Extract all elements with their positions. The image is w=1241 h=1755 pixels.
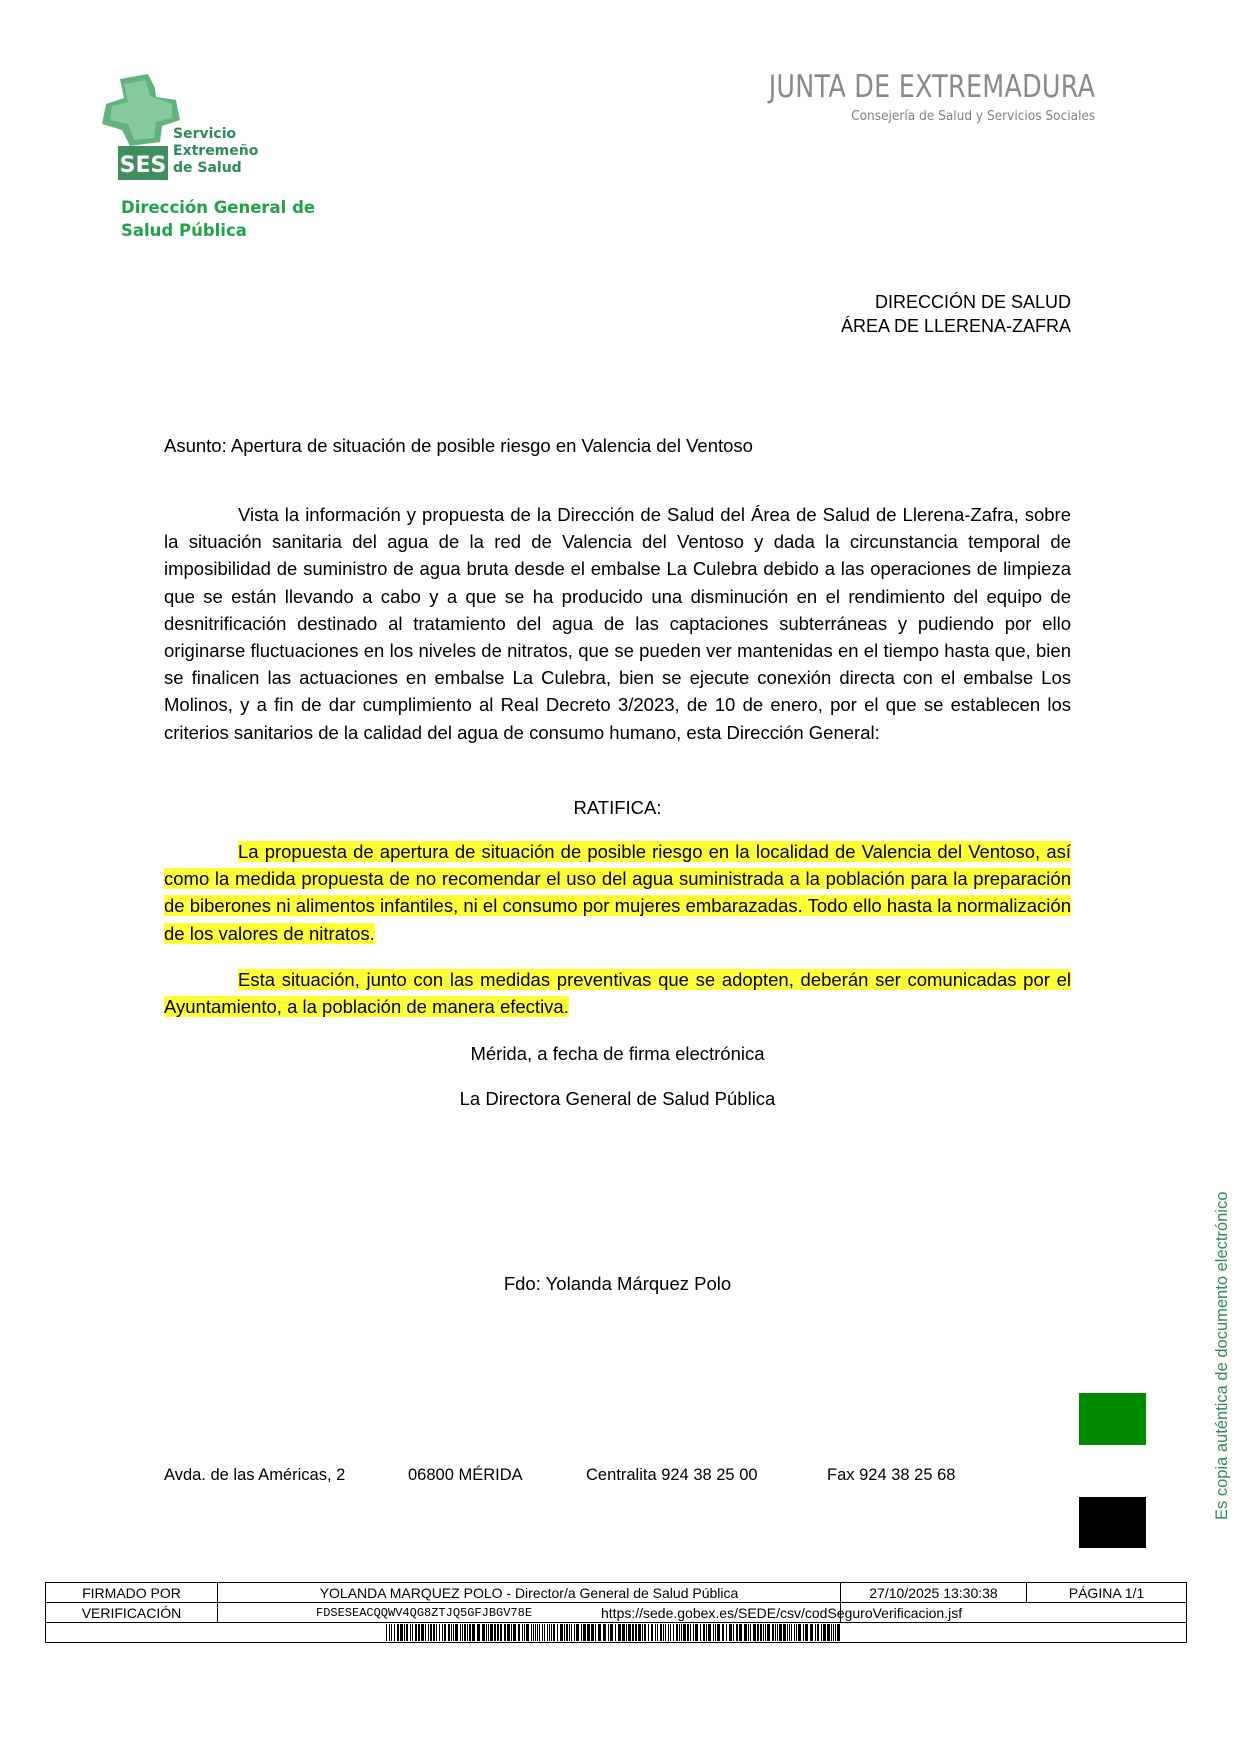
barcode-bar <box>635 1624 637 1641</box>
barcode-bar <box>626 1624 627 1641</box>
signed-by: Fdo: Yolanda Márquez Polo <box>503 1273 732 1294</box>
barcode-bar <box>837 1624 840 1641</box>
barcode-bar <box>571 1624 572 1641</box>
barcode-bar <box>389 1624 390 1641</box>
barcode-bar <box>665 1624 666 1641</box>
barcode-bar <box>394 1624 395 1641</box>
barcode-bar <box>789 1624 790 1641</box>
junta-subtitle: Consejería de Salud y Servicios Sociales <box>850 108 1095 124</box>
barcode-bar <box>655 1624 656 1641</box>
footer-postal: 06800 MÉRIDA <box>408 1466 523 1484</box>
highlighted-text: La propuesta de apertura de situación de posible riesgo en la localidad de Valencia del Ventoso, así como la medida propuesta de no recomendar el uso del agua suministrada a la población para la preparación de biberones ni alimentos infantiles, ni el consumo por mujeres embarazadas. Todo ello hasta la normalización de los valores de nitratos. <box>164 841 1071 944</box>
barcode-bar <box>497 1624 499 1641</box>
barcode-bar <box>753 1624 756 1641</box>
signed-label: FIRMADO POR <box>46 1583 218 1603</box>
barcode-bar <box>511 1624 512 1641</box>
barcode-bar <box>638 1624 641 1641</box>
black-square <box>1079 1497 1146 1548</box>
barcode-row <box>46 1623 1187 1643</box>
barcode-bar <box>693 1624 694 1641</box>
barcode-bar <box>524 1624 525 1641</box>
signer-title: La Directora General de Salud Pública <box>459 1088 776 1109</box>
barcode-bar <box>436 1624 437 1641</box>
barcode-bar <box>518 1624 520 1641</box>
barcode-bar <box>551 1624 552 1641</box>
verification-label: VERIFICACIÓN <box>46 1603 218 1623</box>
barcode-bar <box>494 1624 496 1641</box>
barcode-bar <box>406 1624 408 1641</box>
barcode-bar <box>622 1624 625 1641</box>
barcode-bar <box>750 1624 751 1641</box>
barcode-bar <box>767 1624 770 1641</box>
barcode-bar <box>513 1624 516 1641</box>
barcode-bar <box>772 1624 774 1641</box>
barcode-bar <box>482 1624 485 1641</box>
barcode-bar <box>690 1624 691 1641</box>
barcode-bar <box>608 1624 609 1641</box>
barcode-bar <box>448 1624 450 1641</box>
barcode-bar <box>581 1624 582 1641</box>
barcode-bar <box>544 1624 545 1641</box>
barcode-bar <box>591 1624 594 1641</box>
barcode-bar <box>765 1624 766 1641</box>
barcode-bar <box>415 1624 417 1641</box>
barcode-bar <box>428 1624 429 1641</box>
barcode-bar <box>421 1624 424 1641</box>
barcode-bar <box>794 1624 795 1641</box>
barcode-bar <box>477 1624 480 1641</box>
recipient-line-2: ÁREA DE LLERENA-ZAFRA <box>840 316 1071 336</box>
barcode-bar <box>648 1624 649 1641</box>
barcode-bar <box>722 1624 724 1641</box>
barcode-bar <box>486 1624 487 1641</box>
barcode-bar <box>444 1624 446 1641</box>
barcode-bar <box>576 1624 579 1641</box>
barcode-bar <box>831 1624 832 1641</box>
barcode-bar <box>783 1624 786 1641</box>
barcode-bar <box>632 1624 634 1641</box>
barcode-bar <box>760 1624 762 1641</box>
barcode-bar <box>464 1624 466 1641</box>
barcode-bar <box>673 1624 674 1641</box>
barcode-bar <box>821 1624 822 1641</box>
barcode-bar <box>442 1624 443 1641</box>
barcode-bar <box>703 1624 705 1641</box>
barcode-bar <box>526 1624 529 1641</box>
footer-phone: Centralita 924 38 25 00 <box>586 1466 758 1484</box>
barcode-bar <box>729 1624 732 1641</box>
barcode-bar <box>805 1624 808 1641</box>
barcode-bar <box>670 1624 671 1641</box>
barcode-bar <box>775 1624 776 1641</box>
verification-code: FDSESEACQQWV4QG8ZTJQ5GFJBGV78E <box>218 1603 841 1623</box>
barcode-bar <box>663 1624 664 1641</box>
barcode-bar <box>412 1624 413 1641</box>
barcode-bar <box>531 1624 532 1641</box>
footer-fax: Fax 924 38 25 68 <box>827 1466 956 1484</box>
barcode-bar <box>549 1624 550 1641</box>
barcode-bar <box>574 1624 575 1641</box>
barcode-bar <box>777 1624 778 1641</box>
barcode-bar <box>386 1624 387 1641</box>
barcode-bar <box>757 1624 759 1641</box>
barcode-bar <box>404 1624 405 1641</box>
signed-row <box>46 1583 1187 1603</box>
barcode-bar <box>715 1624 716 1641</box>
barcode-bar <box>587 1624 590 1641</box>
verification-url[interactable]: https://sede.gobex.es/SEDE/csv/codSeguroVerificacion.jsf <box>841 1603 1187 1623</box>
barcode-bar <box>557 1624 558 1641</box>
barcode-bar <box>668 1624 669 1641</box>
footer-address: Avda. de las Américas, 2 <box>164 1466 346 1484</box>
barcode-bar <box>425 1624 426 1641</box>
barcode-bar <box>610 1624 613 1641</box>
barcode-bar <box>397 1624 399 1641</box>
barcode-bar <box>810 1624 813 1641</box>
barcode-bar <box>539 1624 540 1641</box>
barcode-bar <box>430 1624 432 1641</box>
barcode-bar <box>717 1624 720 1641</box>
barcode-bar <box>700 1624 701 1641</box>
barcode-icon <box>386 1624 846 1641</box>
junta-title: JUNTA DE EXTREMADURA <box>768 69 1095 105</box>
barcode-bar <box>467 1624 468 1641</box>
verification-row <box>46 1603 1187 1623</box>
barcode-bar <box>451 1624 452 1641</box>
paragraph-2 <box>164 838 1071 947</box>
barcode-bar <box>542 1624 543 1641</box>
paragraph-1: Vista la información y propuesta de la Dirección de Salud del Área de Salud de Llerena-Zafra, sobre la situación sanitaria del agua de la red de Valencia del Ventoso y dada la circunstancia temporal de imposibilidad de suministro de agua bruta desde el embalse La Culebra debido a las operaciones de limpieza que se están llevando a cabo y a que se ha producido una disminución en el rendimiento del equipo de desnitrificación destinado al tratamiento del agua de las captaciones subterráneas y pudiendo por ello originarse fluctuaciones en los niveles de nitratos, que se pueden ver mantenidas en el tiempo hasta que, bien se finalicen las actuaciones en embalse La Culebra, bien se ejecute conexión directa con el embalse Los Molinos, y a fin de dar cumplimiento al Real Decreto 3/2023, de 10 de enero, por el que se establecen los criterios sanitarios de la calidad del agua de consumo humano, esta Dirección General: <box>164 504 1071 743</box>
barcode-bar <box>676 1624 678 1641</box>
barcode-bar <box>569 1624 570 1641</box>
barcode-bar <box>835 1624 836 1641</box>
barcode-bar <box>683 1624 686 1641</box>
barcode-bar <box>455 1624 458 1641</box>
barcode-bar <box>651 1624 653 1641</box>
barcode-bar <box>695 1624 698 1641</box>
barcode-bar <box>583 1624 586 1641</box>
barcode-bar <box>815 1624 816 1641</box>
barcode-bar <box>462 1624 463 1641</box>
barcode-bar <box>400 1624 403 1641</box>
barcode-bar <box>618 1624 621 1641</box>
recipient-block <box>841 290 1071 338</box>
barcode-bar <box>433 1624 435 1641</box>
barcode-bar <box>833 1624 834 1641</box>
logo-text: Servicio Extremeño de Salud <box>173 126 259 176</box>
barcode-cell <box>46 1623 1187 1643</box>
barcode-bar <box>522 1624 523 1641</box>
barcode-bar <box>553 1624 555 1641</box>
barcode-bar <box>736 1624 738 1641</box>
barcode-bar <box>679 1624 680 1641</box>
barcode-bar <box>660 1624 662 1641</box>
barcode-bar <box>687 1624 689 1641</box>
svg-text:SES: SES <box>119 153 167 178</box>
barcode-bar <box>469 1624 471 1641</box>
barcode-bar <box>726 1624 727 1641</box>
barcode-bar <box>595 1624 596 1641</box>
barcode-bar <box>488 1624 489 1641</box>
barcode-bar <box>713 1624 714 1641</box>
barcode-bar <box>823 1624 826 1641</box>
barcode-bar <box>537 1624 538 1641</box>
barcode-bar <box>642 1624 643 1641</box>
direccion-general-title: Dirección General de Salud Pública <box>121 198 316 240</box>
barcode-bar <box>798 1624 801 1641</box>
barcode-bar <box>460 1624 461 1641</box>
barcode-bar <box>708 1624 711 1641</box>
barcode-bar <box>564 1624 565 1641</box>
barcode-bar <box>706 1624 707 1641</box>
recipient-line-1: DIRECCIÓN DE SALUD <box>874 292 1071 312</box>
barcode-bar <box>681 1624 682 1641</box>
barcode-bar <box>472 1624 475 1641</box>
barcode-bar <box>615 1624 616 1641</box>
barcode-bar <box>733 1624 734 1641</box>
barcode-bar <box>439 1624 440 1641</box>
barcode-bar <box>603 1624 606 1641</box>
highlighted-text: Esta situación, junto con las medidas preventivas que se adopten, deberán ser comunicadas por el Ayuntamiento, a la población de manera efectiva. <box>164 969 1071 1018</box>
ses-logo <box>100 74 280 180</box>
barcode-bar <box>803 1624 804 1641</box>
barcode-bar <box>748 1624 749 1641</box>
barcode-bar <box>533 1624 534 1641</box>
authentic-copy-stamp: Es copia auténtica de documento electrónico <box>1213 1191 1231 1520</box>
barcode-bar <box>644 1624 646 1641</box>
barcode-bar <box>779 1624 782 1641</box>
barcode-bar <box>744 1624 747 1641</box>
green-square <box>1079 1393 1146 1445</box>
barcode-bar <box>827 1624 830 1641</box>
barcode-bar <box>628 1624 631 1641</box>
barcode-bar <box>391 1624 392 1641</box>
datetime-cell: 27/10/2025 13:30:38 <box>841 1583 1027 1603</box>
barcode-bar <box>547 1624 548 1641</box>
barcode-bar <box>490 1624 493 1641</box>
signer-cell: YOLANDA MARQUEZ POLO - Director/a General de Salud Pública <box>218 1583 841 1603</box>
barcode-bar <box>500 1624 502 1641</box>
barcode-bar <box>787 1624 788 1641</box>
barcode-bar <box>410 1624 411 1641</box>
signature-table <box>45 1582 1187 1643</box>
subject-line: Asunto: Apertura de situación de posible riesgo en Valencia del Ventoso <box>164 435 753 456</box>
barcode-bar <box>791 1624 792 1641</box>
barcode-bar <box>453 1624 454 1641</box>
paragraph-3 <box>164 966 1071 1020</box>
barcode-bar <box>657 1624 658 1641</box>
barcode-bar <box>566 1624 568 1641</box>
barcode-bar <box>763 1624 764 1641</box>
barcode-bar <box>817 1624 819 1641</box>
ratifica-heading: RATIFICA: <box>573 797 662 818</box>
page-cell: PÁGINA 1/1 <box>1027 1583 1187 1603</box>
place-date: Mérida, a fecha de firma electrónica <box>470 1043 765 1064</box>
barcode-bar <box>796 1624 797 1641</box>
barcode-bar <box>598 1624 601 1641</box>
barcode-bar <box>535 1624 536 1641</box>
barcode-bar <box>504 1624 506 1641</box>
barcode-bar <box>507 1624 510 1641</box>
barcode-bar <box>418 1624 420 1641</box>
barcode-bar <box>739 1624 742 1641</box>
barcode-bar <box>560 1624 563 1641</box>
